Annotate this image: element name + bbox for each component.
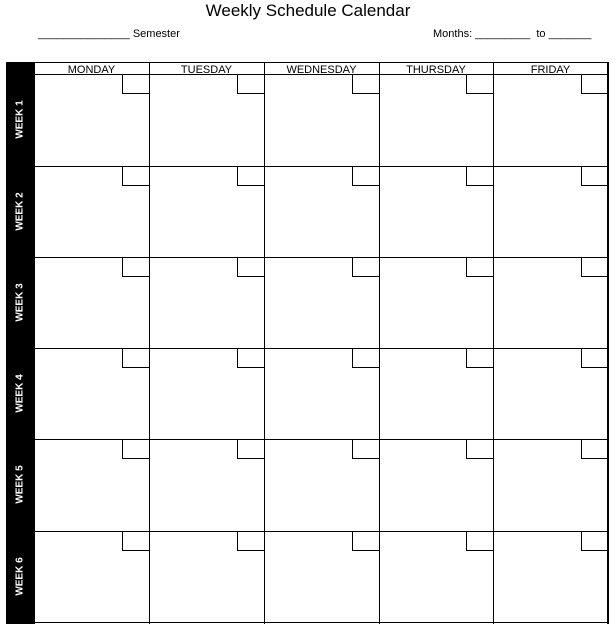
date-box[interactable]: [352, 257, 379, 277]
day-header-friday: FRIDAY: [530, 64, 571, 74]
row-divider: [34, 439, 608, 440]
date-box[interactable]: [122, 257, 149, 277]
column-divider: [379, 62, 380, 624]
date-box[interactable]: [581, 439, 608, 459]
row-divider: [34, 348, 608, 349]
week-label-3: WEEK 3: [14, 282, 26, 322]
week-label-6: WEEK 6: [14, 556, 26, 596]
week-label-1: WEEK 1: [14, 100, 26, 139]
date-box[interactable]: [466, 348, 493, 368]
week-label-5: WEEK 5: [14, 465, 26, 504]
date-box[interactable]: [352, 74, 379, 94]
date-box[interactable]: [352, 439, 379, 459]
date-box[interactable]: [466, 257, 493, 277]
row-divider: [34, 74, 608, 75]
column-divider: [608, 62, 609, 624]
date-box[interactable]: [122, 439, 149, 459]
date-box[interactable]: [352, 348, 379, 368]
date-box[interactable]: [352, 166, 379, 186]
date-box[interactable]: [466, 74, 493, 94]
week-label-2: WEEK 2: [14, 191, 26, 231]
date-box[interactable]: [237, 348, 264, 368]
date-box[interactable]: [237, 257, 264, 277]
date-box[interactable]: [581, 74, 608, 94]
date-box[interactable]: [122, 166, 149, 186]
row-divider: [34, 531, 608, 532]
day-header-wednesday: WEDNESDAY: [286, 64, 357, 74]
date-box[interactable]: [466, 439, 493, 459]
page-title: Weekly Schedule Calendar: [205, 1, 411, 20]
day-header-tuesday: TUESDAY: [180, 64, 233, 74]
calendar-grid: [6, 62, 608, 624]
column-divider: [264, 62, 265, 624]
column-divider: [149, 62, 150, 624]
semester-field: _______________ Semester: [38, 28, 180, 40]
months-range-field: Months: _________ to _______: [433, 28, 592, 40]
column-divider: [493, 62, 494, 624]
date-box[interactable]: [122, 348, 149, 368]
date-box[interactable]: [237, 531, 264, 551]
date-box[interactable]: [352, 531, 379, 551]
date-box[interactable]: [581, 257, 608, 277]
date-box[interactable]: [466, 531, 493, 551]
date-box[interactable]: [237, 74, 264, 94]
date-box[interactable]: [581, 166, 608, 186]
date-box[interactable]: [581, 348, 608, 368]
date-box[interactable]: [122, 74, 149, 94]
column-divider: [34, 62, 35, 624]
week-label-4: WEEK 4: [14, 373, 26, 413]
day-header-thursday: THURSDAY: [406, 64, 466, 74]
date-box[interactable]: [237, 166, 264, 186]
date-box[interactable]: [237, 439, 264, 459]
row-divider: [34, 257, 608, 258]
date-box[interactable]: [466, 166, 493, 186]
row-divider: [34, 622, 608, 623]
row-divider: [34, 166, 608, 167]
day-header-monday: MONDAY: [67, 64, 116, 74]
date-box[interactable]: [122, 531, 149, 551]
date-box[interactable]: [581, 531, 608, 551]
